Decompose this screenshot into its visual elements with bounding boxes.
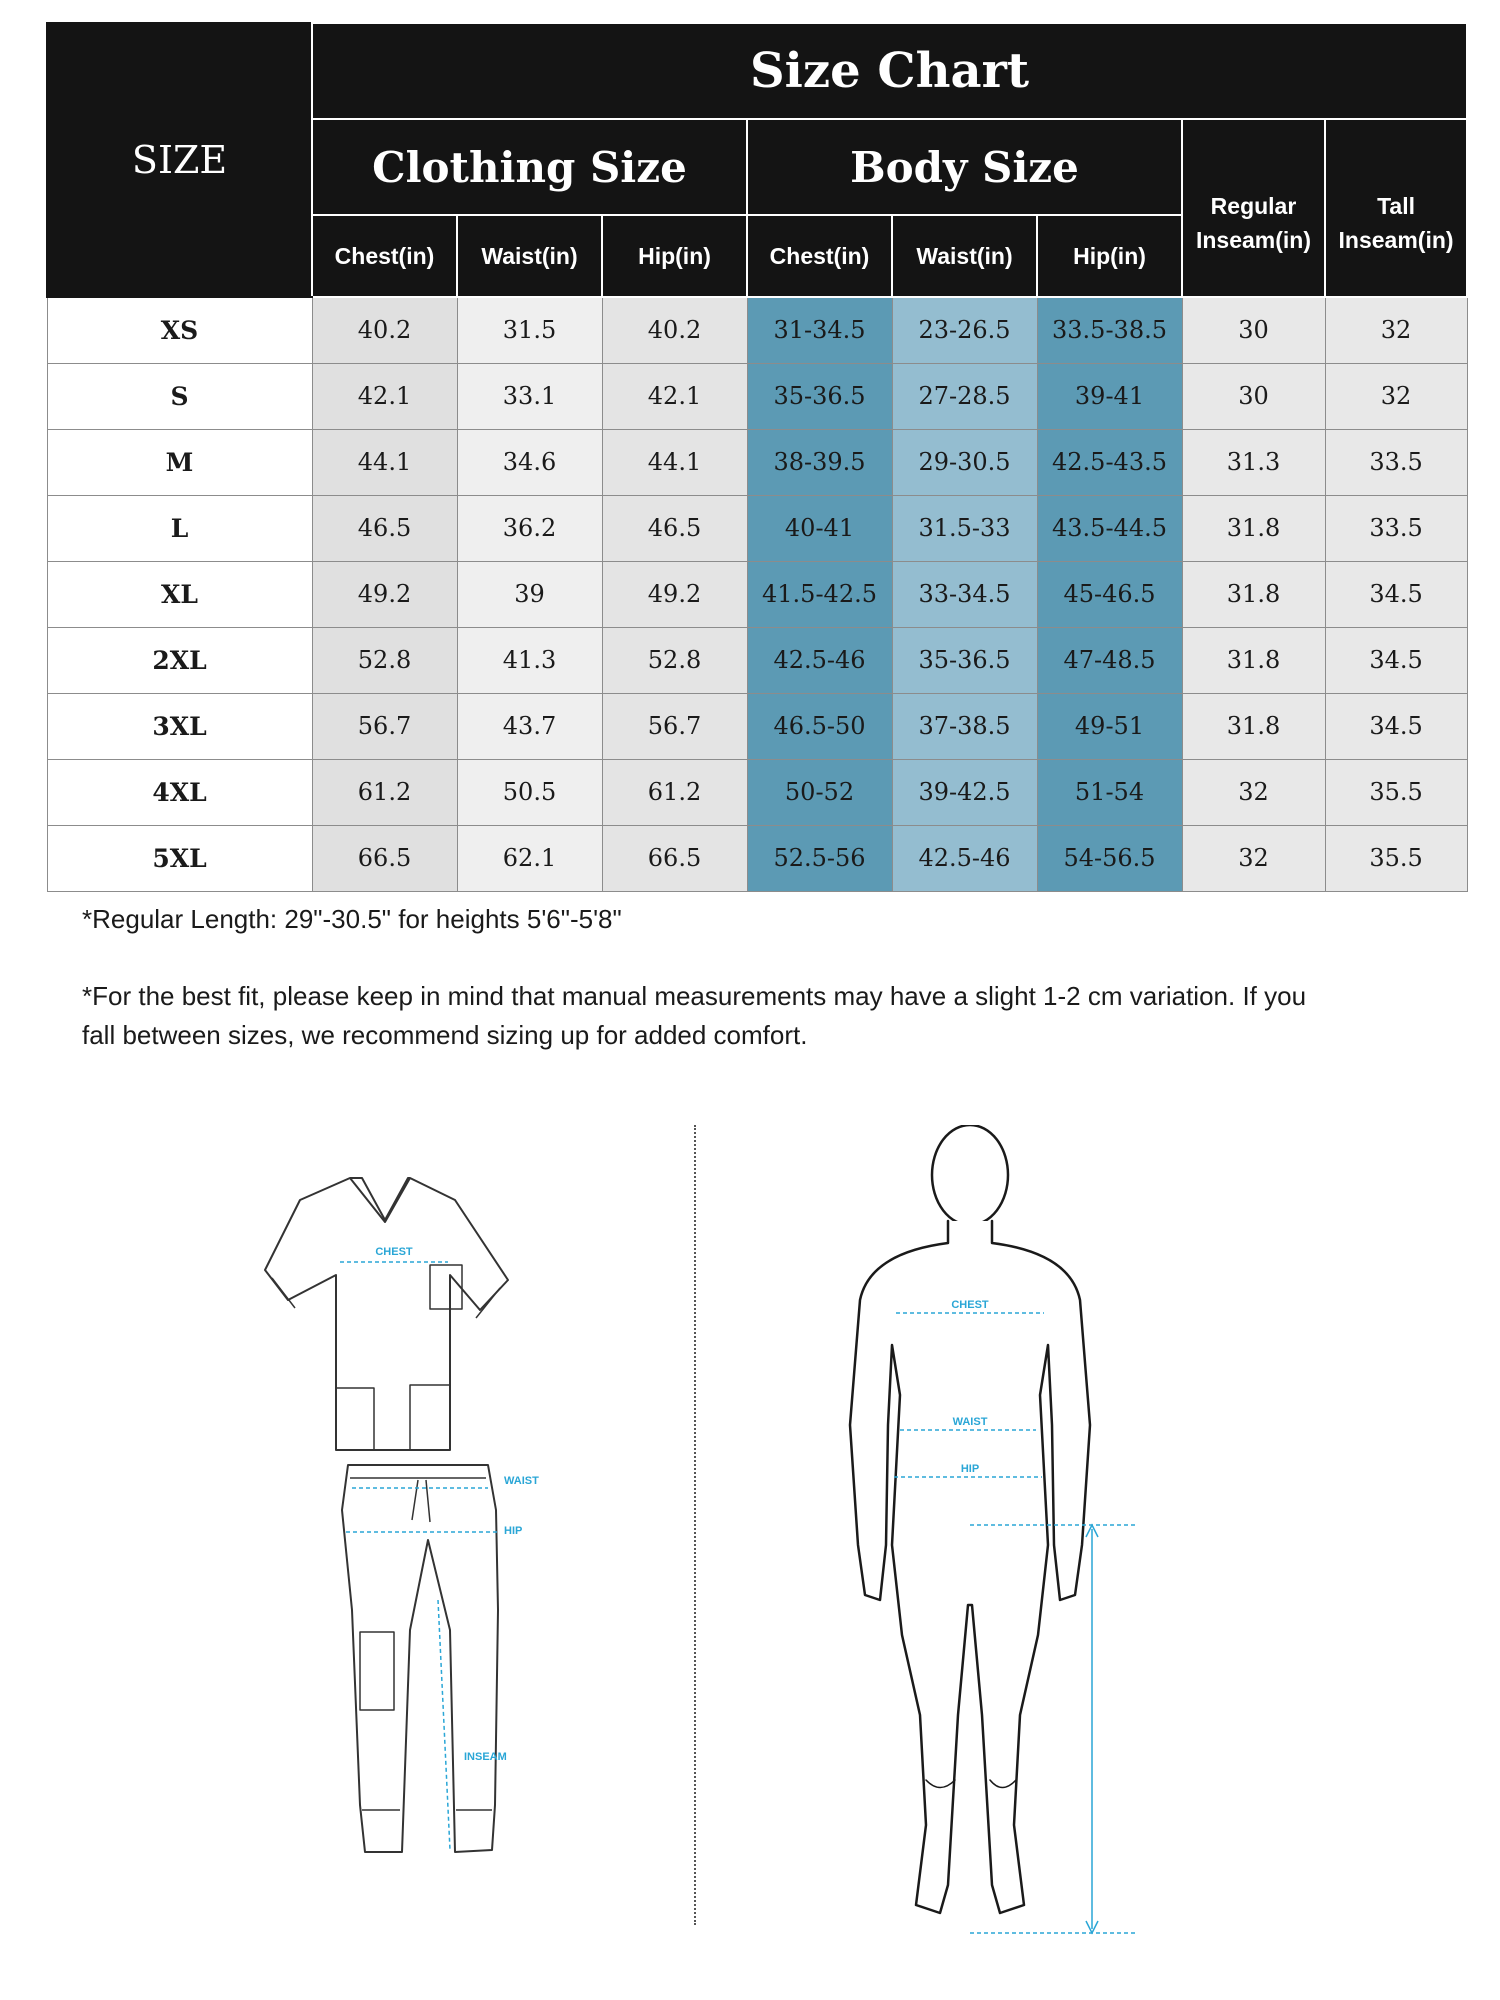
- table-row: [47, 693, 1467, 759]
- clothing-size-group-header: Clothing Size: [312, 119, 747, 215]
- table-row: [47, 297, 1467, 363]
- tall-inseam-cell: 34.5: [1325, 693, 1467, 759]
- body-hip-cell: 54-56.5: [1037, 825, 1182, 891]
- body-chest-cell: 50-52: [747, 759, 892, 825]
- body-chest-cell: 35-36.5: [747, 363, 892, 429]
- regular-inseam-cell: 31.8: [1182, 693, 1325, 759]
- clothing-hip-cell: 49.2: [602, 561, 747, 627]
- tall-inseam-cell: 33.5: [1325, 429, 1467, 495]
- body-chest-header: Chest(in): [747, 215, 892, 297]
- body-chest-cell: 38-39.5: [747, 429, 892, 495]
- clothing-waist-cell: 41.3: [457, 627, 602, 693]
- chart-title: Size Chart: [312, 23, 1467, 119]
- clothing-waist-cell: 36.2: [457, 495, 602, 561]
- body-chest-cell: 46.5-50: [747, 693, 892, 759]
- tall-inseam-cell: 34.5: [1325, 627, 1467, 693]
- size-cell: 4XL: [47, 759, 312, 825]
- body-chest-cell: 42.5-46: [747, 627, 892, 693]
- garment-waist-label: WAIST: [504, 1475, 539, 1487]
- body-chest-label: CHEST: [951, 1299, 989, 1311]
- clothing-chest-cell: 61.2: [312, 759, 457, 825]
- size-chart-table: [46, 22, 1468, 892]
- table-row: [47, 627, 1467, 693]
- body-hip-cell: 51-54: [1037, 759, 1182, 825]
- body-waist-cell: 35-36.5: [892, 627, 1037, 693]
- body-waist-cell: 37-38.5: [892, 693, 1037, 759]
- size-rows: [47, 297, 1467, 891]
- regular-inseam-line2: Inseam(in): [1195, 227, 1312, 253]
- body-waist-cell: 42.5-46: [892, 825, 1037, 891]
- size-cell: M: [47, 429, 312, 495]
- garment-hip-label: HIP: [504, 1525, 523, 1537]
- body-hip-cell: 39-41: [1037, 363, 1182, 429]
- table-row: [47, 429, 1467, 495]
- clothing-chest-header: Chest(in): [312, 215, 457, 297]
- tall-inseam-line1: Tall: [1377, 193, 1415, 219]
- size-cell: XL: [47, 561, 312, 627]
- regular-length-note: *Regular Length: 29"-30.5" for heights 5'6"-5'8": [82, 904, 622, 934]
- body-outline: [850, 1221, 1090, 1913]
- clothing-waist-header: Waist(in): [457, 215, 602, 297]
- body-chest-cell: 52.5-56: [747, 825, 892, 891]
- size-cell: XS: [47, 297, 312, 363]
- scrub-pants-outline: [342, 1465, 498, 1852]
- size-column-header: SIZE: [47, 23, 312, 297]
- clothing-waist-cell: 31.5: [457, 297, 602, 363]
- body-waist-label: WAIST: [952, 1416, 988, 1428]
- scrub-garment-diagram: [260, 1160, 580, 1960]
- garment-inseam-label: INSEAM: [464, 1751, 507, 1763]
- body-hip-cell: 43.5-44.5: [1037, 495, 1182, 561]
- regular-inseam-cell: 32: [1182, 825, 1325, 891]
- clothing-waist-cell: 34.6: [457, 429, 602, 495]
- tall-inseam-header: [1325, 119, 1467, 297]
- body-waist-cell: 29-30.5: [892, 429, 1037, 495]
- tall-inseam-line2: Inseam(in): [1338, 227, 1454, 253]
- clothing-hip-cell: 52.8: [602, 627, 747, 693]
- clothing-chest-cell: 52.8: [312, 627, 457, 693]
- regular-inseam-cell: 32: [1182, 759, 1325, 825]
- garment-chest-label: CHEST: [375, 1246, 413, 1258]
- body-chest-cell: 31-34.5: [747, 297, 892, 363]
- size-cell: 5XL: [47, 825, 312, 891]
- body-waist-cell: 33-34.5: [892, 561, 1037, 627]
- regular-inseam-cell: 31.8: [1182, 561, 1325, 627]
- clothing-chest-cell: 40.2: [312, 297, 457, 363]
- clothing-chest-cell: 42.1: [312, 363, 457, 429]
- clothing-chest-cell: 56.7: [312, 693, 457, 759]
- clothing-hip-cell: 40.2: [602, 297, 747, 363]
- clothing-chest-cell: 49.2: [312, 561, 457, 627]
- tall-inseam-cell: 35.5: [1325, 759, 1467, 825]
- figure-divider: [694, 1125, 696, 1925]
- body-waist-cell: 27-28.5: [892, 363, 1037, 429]
- body-diagram: [830, 1125, 1160, 1945]
- regular-inseam-cell: 30: [1182, 297, 1325, 363]
- regular-inseam-cell: 31.8: [1182, 627, 1325, 693]
- clothing-waist-cell: 39: [457, 561, 602, 627]
- size-cell: S: [47, 363, 312, 429]
- fit-note: *For the best fit, please keep in mind that manual measurements may have a slight 1-2 cm variation. If you fall between sizes, we recommend sizing up for added comfort.: [82, 981, 1307, 1050]
- body-hip-label: HIP: [960, 1463, 980, 1475]
- regular-inseam-header: [1182, 119, 1325, 297]
- tall-inseam-cell: 33.5: [1325, 495, 1467, 561]
- body-waist-cell: 39-42.5: [892, 759, 1037, 825]
- tall-inseam-cell: 34.5: [1325, 561, 1467, 627]
- clothing-waist-cell: 33.1: [457, 363, 602, 429]
- body-waist-cell: 23-26.5: [892, 297, 1037, 363]
- tall-inseam-cell: 32: [1325, 297, 1467, 363]
- regular-inseam-line1: Regular: [1210, 193, 1297, 219]
- clothing-hip-cell: 46.5: [602, 495, 747, 561]
- size-cell: 3XL: [47, 693, 312, 759]
- body-hip-cell: 47-48.5: [1037, 627, 1182, 693]
- body-hip-cell: 49-51: [1037, 693, 1182, 759]
- table-row: [47, 825, 1467, 891]
- body-size-group-header: Body Size: [747, 119, 1182, 215]
- body-hip-header: Hip(in): [1037, 215, 1182, 297]
- body-waist-header: Waist(in): [892, 215, 1037, 297]
- clothing-hip-cell: 66.5: [602, 825, 747, 891]
- body-waist-cell: 31.5-33: [892, 495, 1037, 561]
- clothing-chest-cell: 66.5: [312, 825, 457, 891]
- clothing-waist-cell: 50.5: [457, 759, 602, 825]
- tall-inseam-cell: 32: [1325, 363, 1467, 429]
- clothing-hip-header: Hip(in): [602, 215, 747, 297]
- regular-inseam-cell: 31.3: [1182, 429, 1325, 495]
- head: [932, 1125, 1008, 1225]
- clothing-hip-cell: 42.1: [602, 363, 747, 429]
- body-hip-cell: 33.5-38.5: [1037, 297, 1182, 363]
- clothing-chest-cell: 44.1: [312, 429, 457, 495]
- table-row: [47, 561, 1467, 627]
- clothing-hip-cell: 56.7: [602, 693, 747, 759]
- size-cell: L: [47, 495, 312, 561]
- table-row: [47, 759, 1467, 825]
- table-row: [47, 363, 1467, 429]
- size-cell: 2XL: [47, 627, 312, 693]
- body-hip-cell: 42.5-43.5: [1037, 429, 1182, 495]
- body-hip-cell: 45-46.5: [1037, 561, 1182, 627]
- regular-inseam-cell: 31.8: [1182, 495, 1325, 561]
- regular-inseam-cell: 30: [1182, 363, 1325, 429]
- clothing-hip-cell: 44.1: [602, 429, 747, 495]
- table-row: [47, 495, 1467, 561]
- tall-inseam-cell: 35.5: [1325, 825, 1467, 891]
- clothing-hip-cell: 61.2: [602, 759, 747, 825]
- body-chest-cell: 40-41: [747, 495, 892, 561]
- body-chest-cell: 41.5-42.5: [747, 561, 892, 627]
- clothing-waist-cell: 62.1: [457, 825, 602, 891]
- clothing-chest-cell: 46.5: [312, 495, 457, 561]
- clothing-waist-cell: 43.7: [457, 693, 602, 759]
